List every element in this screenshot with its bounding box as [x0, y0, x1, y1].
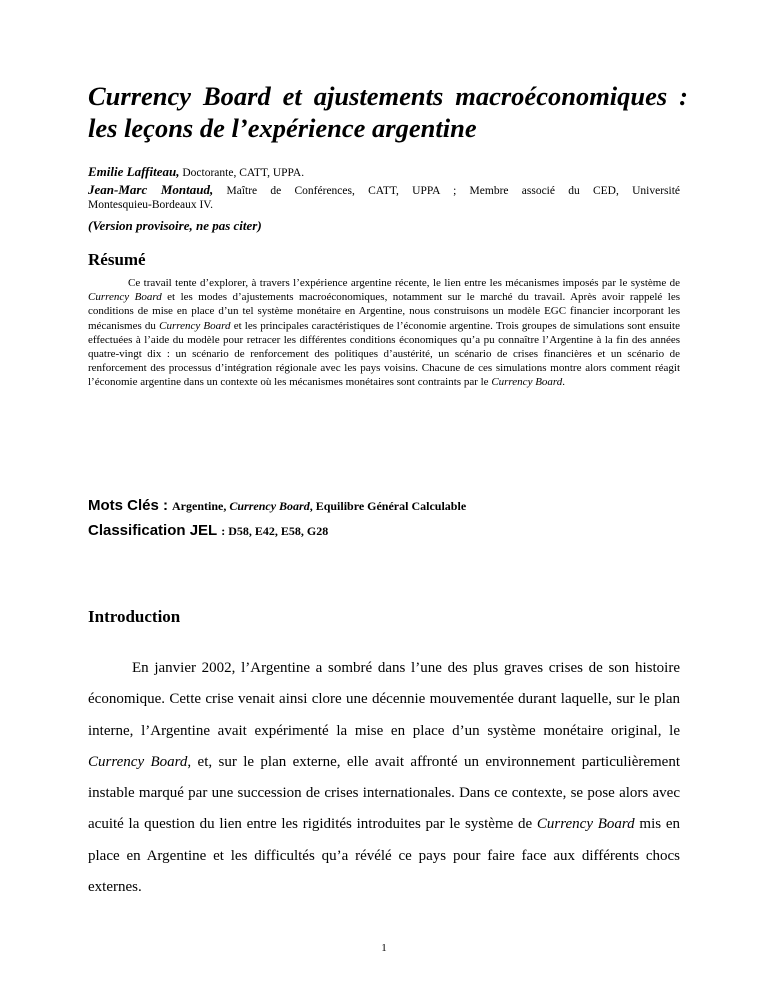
paper-title	[88, 80, 688, 144]
author-2-affiliation-line1: Maître de Conférences, CATT, UPPA ; Membre associé du CED, Université	[226, 185, 681, 197]
resume-abstract	[88, 276, 680, 390]
abstract-text-italic: Currency Board	[491, 376, 563, 389]
abstract-text-italic: Currency Board	[159, 319, 231, 332]
abstract-text: .	[562, 376, 566, 389]
intro-text: mis en place en Argentine et les difficultés qu’a révélé ce pays pour faire face aux différents chocs externes.	[88, 816, 680, 896]
title-line-1: Currency Board et ajustements macroéconomiques :	[88, 81, 688, 111]
author-1	[88, 165, 680, 180]
author-2-name: Jean-Marc Montaud,	[88, 182, 214, 197]
abstract-text: et les principales caractéristiques de l’économie argentine. Trois groupes de simulations sont ensuite effectuées à l’aide du modèle pour retracer les différentes conditions économiques qu’a pu connaître l’Argentine à la fin des années quatre-vingt dix : un scénario de renforcement des politiques d’austérité, un scénario de crises financières et un scénario de renforcement des processus d’intégration régionale avec les pays voisins. Chacune de ces simulations montre alors comment réagit l’économie argentine dans un contexte où les mécanismes monétaires sont contraints par le	[88, 319, 680, 389]
author-2-affiliation-line2: Montesquieu-Bordeaux IV.	[88, 199, 213, 211]
page-number: 1	[381, 942, 387, 954]
jel-classification-line	[88, 522, 328, 540]
resume-heading: Résumé	[88, 250, 146, 269]
author-1-name: Emilie Laffiteau,	[88, 164, 180, 179]
author-1-affiliation: Doctorante, CATT, UPPA.	[182, 167, 305, 179]
introduction-heading: Introduction	[88, 607, 181, 626]
intro-text: , et, sur le plan externe, elle avait affronté un environnement particulièrement instable marqué par une succession de crises internationales. Dans ce contexte, se pose alors avec acuité la question du lien entre les rigidités introduites par le système de	[88, 753, 680, 833]
abstract-text: Ce travail tente d’explorer, à travers l’expérience argentine récente, le lien entre les mécanismes imposés par le système de	[128, 277, 680, 289]
abstract-text-italic: Currency Board	[88, 291, 162, 304]
intro-text: En janvier 2002, l’Argentine a sombré dans l’une des plus graves crises de son histoire économique. Cette crise venait ainsi clore une décennie mouvementée durant laquelle, sur le plan interne, l’Argentine avait expérimenté la mise en place d’un système monétaire original, le	[88, 660, 680, 739]
intro-text-italic: Currency Board	[536, 816, 635, 833]
jel-label: Classification JEL	[88, 522, 218, 539]
author-2	[88, 183, 680, 212]
version-note: (Version provisoire, ne pas citer)	[88, 218, 262, 233]
jel-codes: : D58, E42, E58, G28	[221, 524, 329, 538]
keywords-value: Argentine, Currency Board, Equilibre Général Calculable	[172, 499, 467, 513]
introduction-paragraph	[88, 653, 680, 903]
keywords-label: Mots Clés :	[88, 497, 169, 514]
title-line-2: les leçons de l’expérience argentine	[88, 113, 477, 143]
abstract-text: et les modes d’ajustements macroéconomiques, notamment sur le marché du travail. Après avoir rappelé les conditions de mise en place d’un tel système monétaire en Argentine, nous construisons un modèle EGC financier incorporant les mécanismes du	[88, 291, 680, 332]
intro-text-italic: Currency Board	[88, 753, 188, 770]
keywords-line	[88, 497, 466, 515]
